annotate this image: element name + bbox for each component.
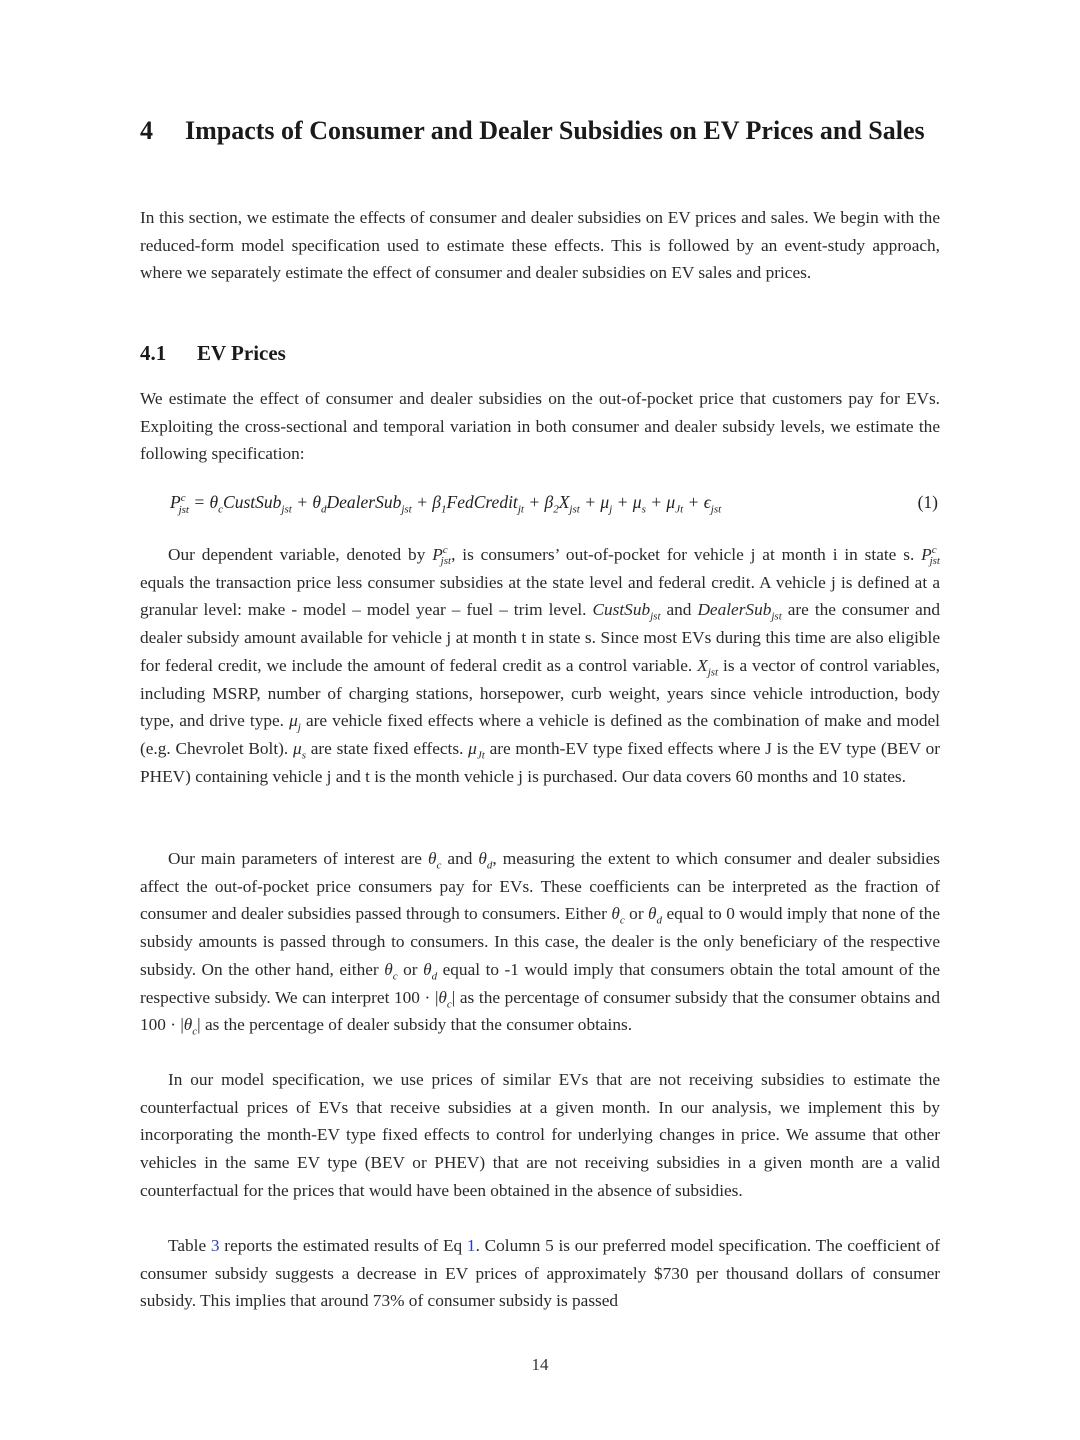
paragraph-dependent-variable: Our dependent variable, denoted by $P^c_{jst}$, is consumers’ out-of-pocket for vehicle j at month i in state s. $P^c_{jst}$ equals the transaction price less consumer subsidies at the state level and federal credit. A vehicle j is defined at a granular level: make - model – model year – fuel – trim level. CustSub$_{jst}$ and DealerSub$_{jst}$ are the consumer and dealer subsidy amount available for vehicle j at month t in state s. Since most EVs during this time are also eligible for federal credit, we include the amount of federal credit as a control variable. $X_{jst}$ is a vector of control variables, including MSRP, number of charging stations, horsepower, curb weight, years since vehicle introduction, body type, and drive type. $\mu_j$ are vehicle fixed effects where a vehicle is defined as the combination of make and model (e.g. Chevrolet Bolt). $\mu_s$ are state fixed effects. $\mu_{Jt}$ are month-EV type fixed effects where J is the EV type (BEV or PHEV) containing vehicle j and t is the month vehicle j is purchased. Our data covers 60 months and 10 states.: [140, 544, 941, 786]
page-number: 14: [531, 1355, 549, 1374]
equation-body: $P^c_{jst}$ = $\theta_cCustSub_{jst}$ + $\theta_dDealerSub_{jst}$ + $\beta_1FedCredit_{jt} + \beta_2X_{jst} + \mu_j + \mu_s + \mu_{Jt} + \epsilon_{jst}$: [170, 492, 722, 516]
equation-1: [140, 492, 940, 522]
equation-reference-link[interactable]: 1: [466, 1236, 476, 1255]
table-reference-link[interactable]: 3: [210, 1236, 220, 1255]
equation-number: (1): [917, 492, 938, 512]
paragraph-spec-intro: We estimate the effect of consumer and dealer subsidies on the out-of-pocket price that customers pay for EVs. Exploiting the cross-sectional and temporal variation in both consumer and dealer subsidy levels, we estimate the following specification:: [140, 389, 940, 464]
paragraph-results: Table 3 reports the estimated results of Eq 1. Column 5 is our preferred model specification. The coefficient of consumer subsidy suggests a decrease in EV prices of approximately $730 per thousand dollars of consumer subsidy. This implies that around 73% of consumer subsidy is passed: [140, 1236, 941, 1311]
section-number: 4: [140, 116, 153, 145]
paragraph-counterfactual: In our model specification, we use prices of similar EVs that are not receiving subsidies to estimate the counterfactual prices of EVs that receive subsidies at a given month. In our analysis, we implement this by incorporating the month-EV type fixed effects to control for underlying changes in price. We assume that other vehicles in the same EV type (BEV or PHEV) that are not receiving subsidies in a given month are a valid counterfactual for the prices that would have been obtained in the absence of subsidies.: [140, 1070, 940, 1200]
subsection-title: EV Prices: [197, 341, 286, 365]
paragraph-parameters: Our main parameters of interest are $\theta_c$ and $\theta_d$, measuring the extent to which consumer and dealer subsidies affect the out-of-pocket price consumers pay for EVs. These coefficients can be interpreted as the fraction of consumer and dealer subsidies passed through to consumers. Either $\theta_c$ or $\theta_d$ equal to 0 would imply that none of the subsidy amounts is passed through to consumers. In this case, the dealer is the only beneficiary of the respective subsidy. On the other hand, either $\theta_c$ or $\theta_d$ equal to -1 would imply that consumers obtain the total amount of the respective subsidy. We can interpret $100 \cdot |\theta_c|$ as the percentage of consumer subsidy that the consumer obtains and $100 \cdot |\theta_c|$ as the percentage of dealer subsidy that the consumer obtains.: [140, 849, 940, 1038]
section-title: Impacts of Consumer and Dealer Subsidies on EV Prices and Sales: [185, 116, 925, 145]
subsection-number: 4.1: [140, 341, 167, 365]
intro-paragraph: In this section, we estimate the effects of consumer and dealer subsidies on EV prices and sales. We begin with the reduced-form model specification used to estimate these effects. This is followed by an event-study approach, where we separately estimate the effect of consumer and dealer subsidies on EV sales and prices.: [140, 208, 940, 283]
